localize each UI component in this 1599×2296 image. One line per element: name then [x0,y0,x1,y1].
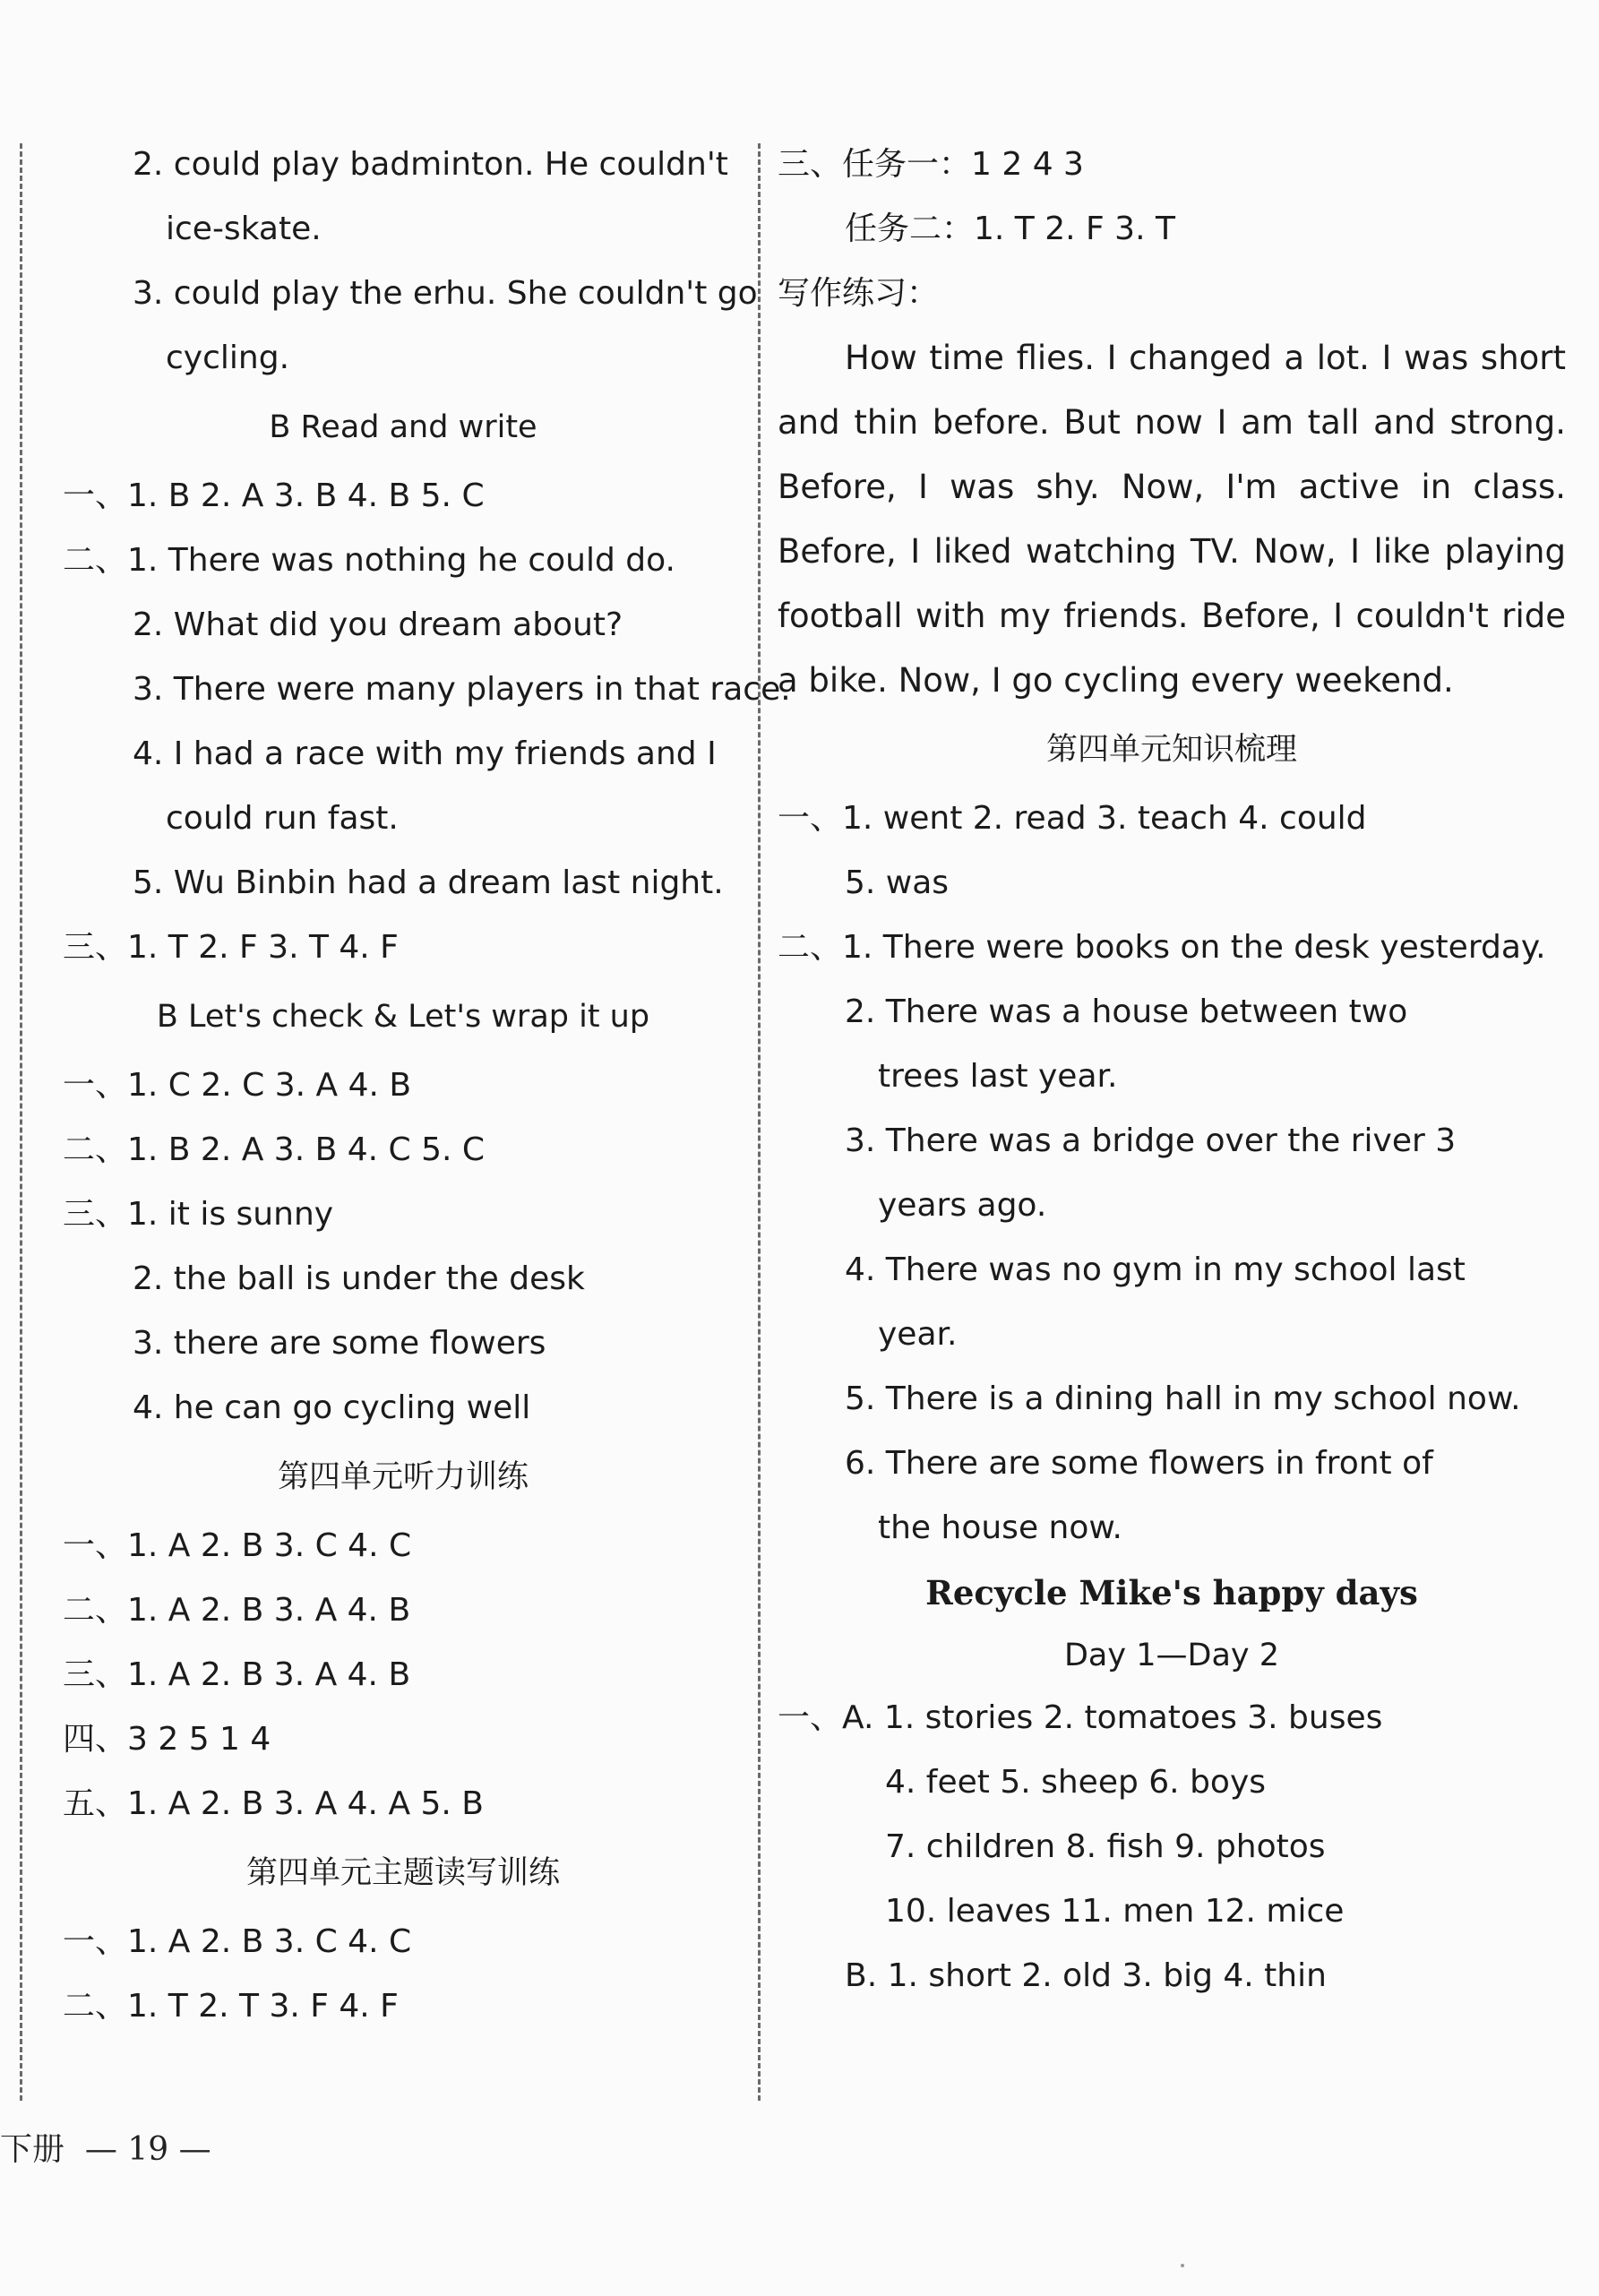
answer-line: 三、1. T 2. F 3. T 4. F [63,929,399,966]
answer-line: 2. There was a house between two [845,993,1408,1030]
answer-line: cycling. [166,340,290,376]
answer-line: 5. was [845,864,950,901]
answer-line: 5. There is a dining hall in my school now. [845,1380,1521,1417]
section-heading: B Let's check & Let's wrap it up [156,999,650,1035]
answer-line: ice-skate. [166,211,322,247]
answer-line: 一、1. A 2. B 3. C 4. C [63,1923,412,1960]
unit-subtitle: Day 1—Day 2 [1063,1638,1279,1673]
answer-line: years ago. [878,1187,1047,1224]
answer-line: year. [878,1316,958,1353]
answer-line: 三、任务一：1 2 4 3 [778,146,1084,183]
answer-line: the house now. [878,1509,1122,1546]
answer-line: 一、1. C 2. C 3. A 4. B [63,1067,412,1104]
section-heading: 第四单元主题读写训练 [245,1855,560,1891]
answer-line: 4. I had a race with my friends and I [133,735,717,772]
answer-line: 3. There was a bridge over the river 3 [845,1122,1457,1159]
answer-line: 4. There was no gym in my school last [845,1251,1466,1288]
writing-practice-text: How time flies. I changed a lot. I was short and thin before. But now I am tall and strong. Before, I was shy. Now, I'm active in class. Before, I liked watching TV. Now, I like playing football with my friends. Before, I couldn't ride a bike. Now, I go cycling every weekend. [778,339,1566,700]
answer-line: 3. there are some flowers [133,1325,546,1362]
right-column [778,133,1566,2008]
answer-line: 6. There are some flowers in front of [845,1445,1433,1482]
answer-line: 一、1. A 2. B 3. C 4. C [63,1527,412,1564]
answer-line: 一、1. B 2. A 3. B 4. B 5. C [63,477,485,514]
answer-line: 二、1. B 2. A 3. B 4. C 5. C [63,1131,486,1168]
answer-line: 二、1. T 2. T 3. F 4. F [63,1988,399,2025]
scan-dot [1181,2264,1184,2267]
answer-line: 二、1. There was nothing he could do. [63,542,675,579]
unit-title: Recycle Mike's happy days [925,1573,1418,1612]
answer-line: 一、1. went 2. read 3. teach 4. could [778,800,1367,837]
section-heading: 第四单元知识梳理 [1045,732,1297,768]
answer-line: 7. children 8. fish 9. photos [885,1828,1326,1865]
answer-line: 2. the ball is under the desk [133,1260,585,1297]
section-heading: B Read and write [269,409,537,445]
answer-line: 任务二：1. T 2. F 3. T [845,211,1175,247]
answer-line: 10. leaves 11. men 12. mice [885,1893,1345,1930]
column-divider [758,143,761,2101]
answer-line: 4. feet 5. sheep 6. boys [885,1764,1267,1801]
section-heading: 第四单元听力训练 [277,1459,529,1495]
answer-line: 三、1. A 2. B 3. A 4. B [63,1656,411,1693]
answer-line: B. 1. short 2. old 3. big 4. thin [845,1957,1327,1994]
answer-line: 3. There were many players in that race. [133,671,791,708]
answer-line: could run fast. [166,800,399,837]
left-column [63,133,791,2039]
answer-line: 写作练习： [778,275,940,312]
answer-line: 二、1. There were books on the desk yesterday. [778,929,1546,966]
page-footer: 下册 — 19 — [0,2131,211,2168]
answer-line: 四、3 2 5 1 4 [63,1721,271,1758]
left-margin-divider [20,143,22,2101]
answer-line: 3. could play the erhu. She couldn't go [133,275,758,312]
answer-line: 三、1. it is sunny [63,1196,334,1233]
answer-line: 二、1. A 2. B 3. A 4. B [63,1592,411,1629]
answer-line: 4. he can go cycling well [133,1389,531,1426]
answer-line: 五、1. A 2. B 3. A 4. A 5. B [63,1785,485,1822]
answer-line: 2. could play badminton. He couldn't [133,146,728,183]
answer-line: 5. Wu Binbin had a dream last night. [133,864,724,901]
answer-line: 2. What did you dream about? [133,606,623,643]
answer-line: 一、A. 1. stories 2. tomatoes 3. buses [778,1699,1383,1736]
answer-line: trees last year. [878,1058,1118,1095]
